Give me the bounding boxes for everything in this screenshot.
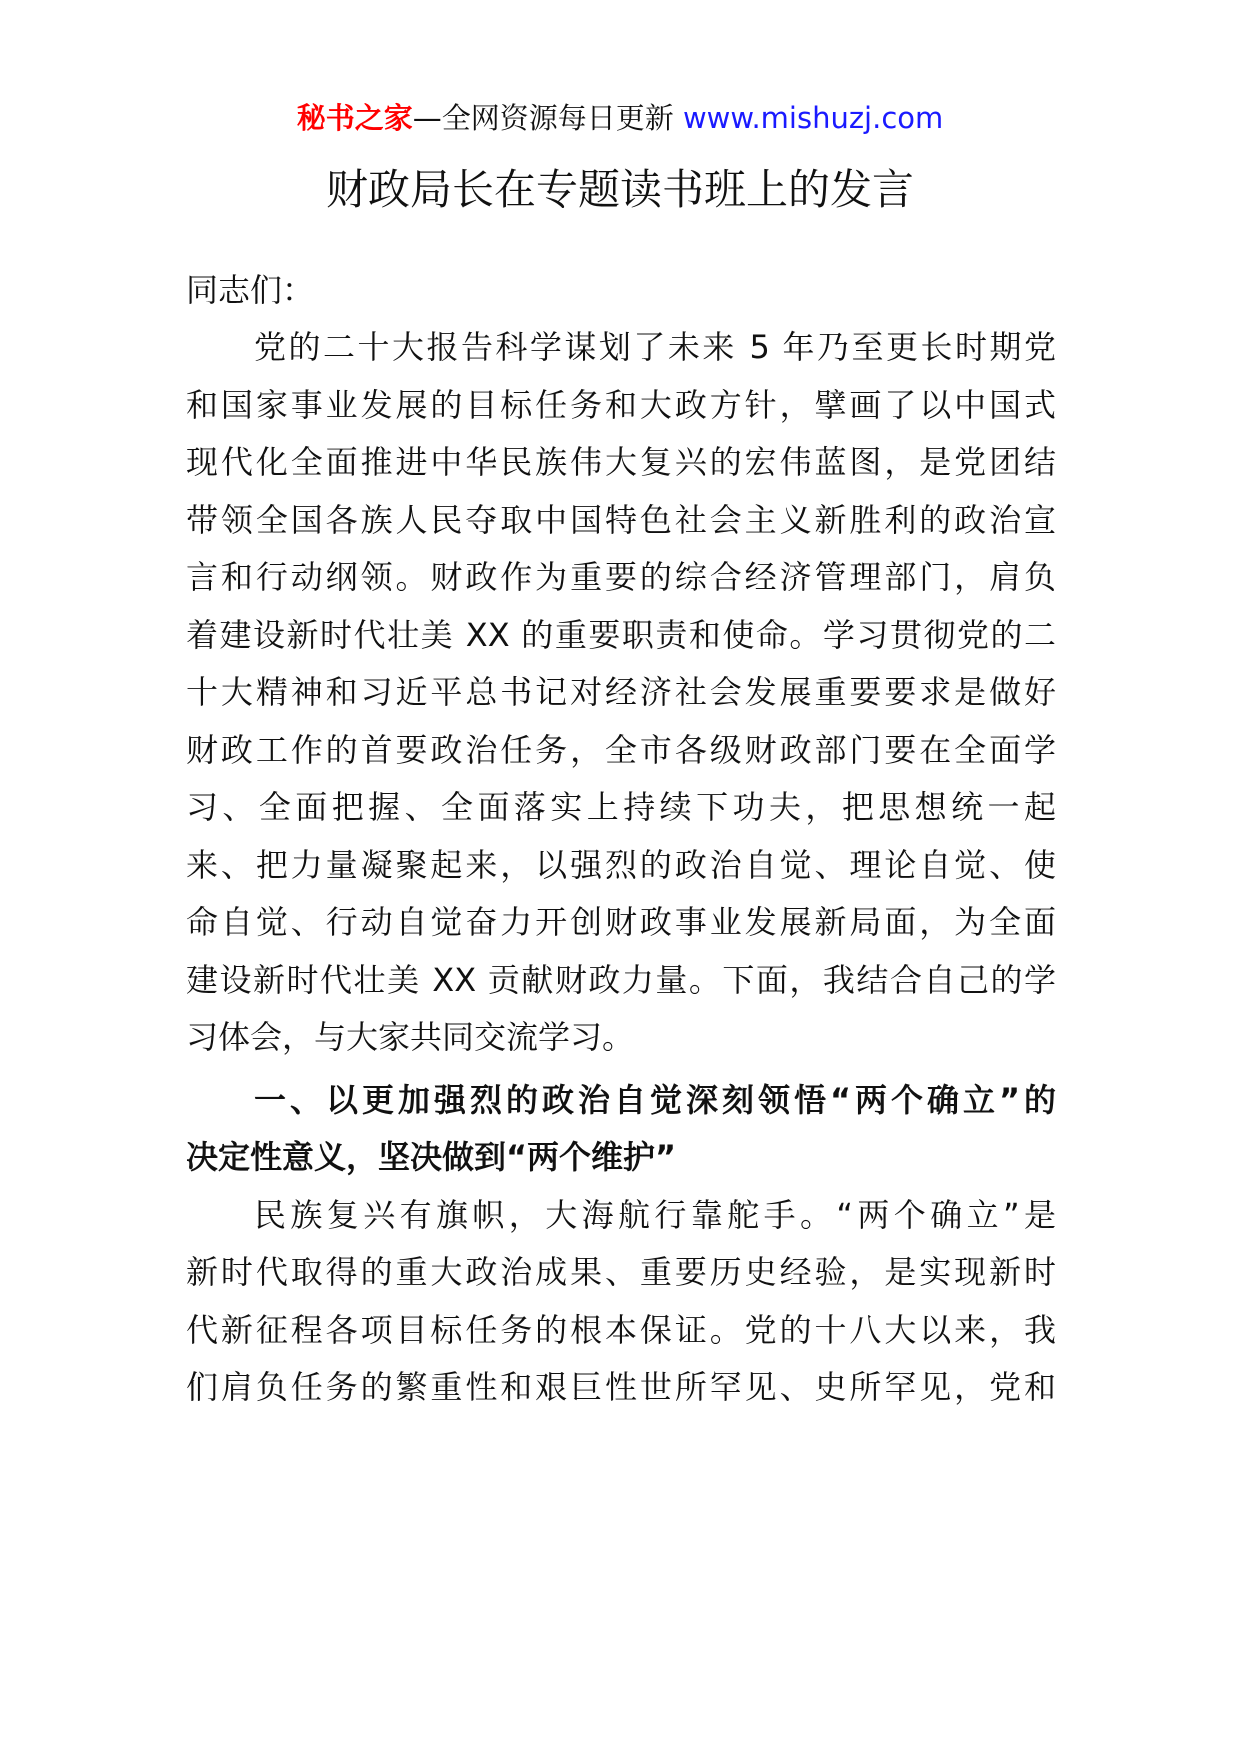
paragraph-line: 十大精神和习近平总书记对经济社会发展重要要求是做好 — [186, 673, 1056, 711]
paragraph-line: 代新征程各项目标任务的根本保证。党的十八大以来，我 — [186, 1311, 1056, 1349]
paragraph-line: 来、把力量凝聚起来，以强烈的政治自觉、理论自觉、使 — [186, 846, 1056, 884]
paragraph-line: 习、全面把握、全面落实上持续下功夫，把思想统一起 — [186, 788, 1056, 826]
header-tagline: —全网资源每日更新 — [412, 101, 683, 135]
site-header — [0, 98, 1240, 138]
section-heading-line: 一、以更加强烈的政治自觉深刻领悟“两个确立”的 — [254, 1081, 1056, 1119]
paragraph-line: 新时代取得的重大政治成果、重要历史经验，是实现新时 — [186, 1253, 1056, 1291]
paragraph-line: 建设新时代壮美 XX 贡献财政力量。下面，我结合自己的学 — [186, 961, 1056, 999]
paragraph-line: 命自觉、行动自觉奋力开创财政事业发展新局面，为全面 — [186, 903, 1056, 941]
section-heading-line: 决定性意义，坚决做到“两个维护” — [186, 1138, 677, 1176]
paragraph-line: 民族复兴有旗帜，大海航行靠舵手。“两个确立”是 — [254, 1196, 1056, 1234]
paragraph-line: 着建设新时代壮美 XX 的重要职责和使命。学习贯彻党的二 — [186, 616, 1056, 654]
paragraph-line: 们肩负任务的繁重性和艰巨性世所罕见、史所罕见，党和 — [186, 1368, 1056, 1406]
paragraph-line: 带领全国各族人民夺取中国特色社会主义新胜利的政治宣 — [186, 501, 1056, 539]
paragraph-line: 党的二十大报告科学谋划了未来 5 年乃至更长时期党 — [254, 328, 1056, 366]
paragraph-line: 财政工作的首要政治任务，全市各级财政部门要在全面学 — [186, 731, 1056, 769]
paragraph-line: 现代化全面推进中华民族伟大复兴的宏伟蓝图，是党团结 — [186, 443, 1056, 481]
paragraph-line: 言和行动纲领。财政作为重要的综合经济管理部门，肩负 — [186, 558, 1056, 596]
site-url-link[interactable]: www.mishuzj.com — [682, 101, 944, 135]
document-title: 财政局长在专题读书班上的发言 — [325, 165, 914, 214]
salutation: 同志们： — [186, 271, 315, 309]
paragraph-line: 和国家事业发展的目标任务和大政方针，擘画了以中国式 — [186, 386, 1056, 424]
paragraph-line: 习体会，与大家共同交流学习。 — [186, 1018, 635, 1056]
brand-name: 秘书之家 — [296, 101, 413, 135]
